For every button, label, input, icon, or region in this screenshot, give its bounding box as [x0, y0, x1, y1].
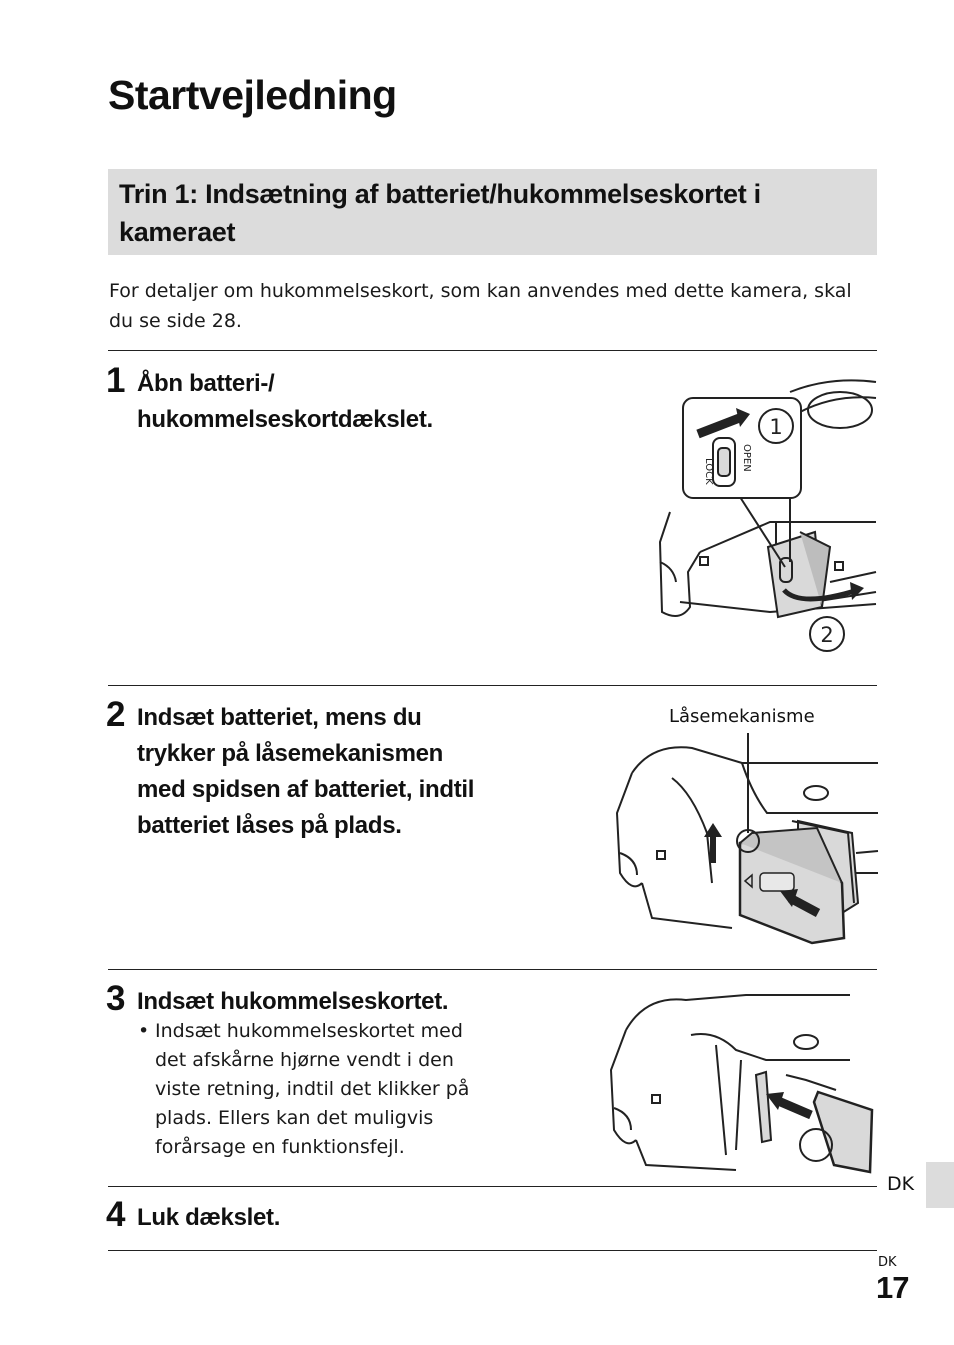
intro-text: For detaljer om hukommelseskort, som kan anvendes med dette kamera, skal du se side 28. [109, 280, 852, 332]
step-number: 3 [106, 979, 126, 1018]
step-note-list [137, 1017, 497, 1162]
divider [108, 969, 877, 970]
step-number: 1 [106, 361, 126, 400]
page-title: Startvejledning [108, 72, 397, 118]
divider [108, 685, 877, 686]
step-title: Åbn batteri-/ hukommelseskortdækslet. [137, 370, 433, 433]
divider [108, 1186, 877, 1187]
step-title: Indsæt batteriet, mens du trykker på låsemekanismen med spidsen af batteriet, indtil batteriet låses på plads. [137, 704, 475, 839]
insert-card-illustration [606, 990, 878, 1180]
marker-1: 1 [769, 415, 783, 439]
language-side-label: DK [887, 1173, 915, 1195]
open-cover-illustration [650, 372, 878, 662]
page-number: 17 [876, 1270, 909, 1305]
step-number: 4 [106, 1195, 126, 1234]
section-heading-band [108, 169, 877, 255]
divider [108, 350, 877, 351]
step-title: Luk dækslet. [137, 1204, 281, 1231]
lock-mechanism-label: Låsemekanisme [669, 706, 815, 727]
language-side-tab [926, 1162, 954, 1208]
divider [108, 1250, 877, 1251]
insert-battery-illustration [612, 733, 878, 953]
footer-language: DK [878, 1255, 897, 1270]
marker-2: 2 [820, 623, 834, 647]
switch-lock-label: LOCK [703, 458, 714, 485]
section-heading: Trin 1: Indsætning af batteriet/hukommelseskortet i kameraet [119, 179, 761, 247]
step-title: Indsæt hukommelseskortet. [137, 988, 449, 1015]
step-number: 2 [106, 695, 126, 734]
switch-open-label: OPEN [741, 444, 752, 472]
step-note: • Indsæt hukommelseskortet med det afskårne hjørne vendt i den viste retning, indtil det klikker på plads. Ellers kan det muligvis forårsage en funktionsfejl. [137, 1017, 497, 1162]
